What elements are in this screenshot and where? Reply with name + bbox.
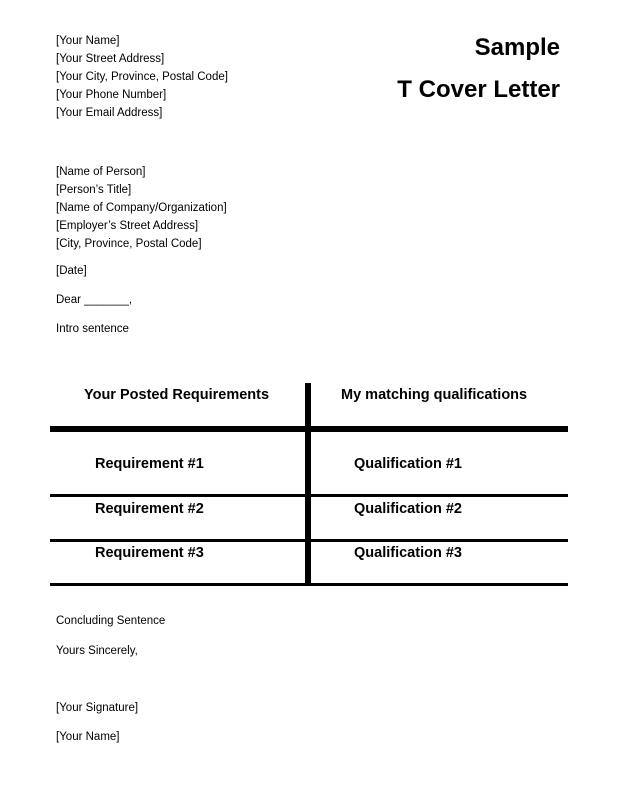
recipient-city: [City, Province, Postal Code]	[56, 238, 202, 250]
table-bottom-line	[50, 583, 568, 586]
closing-line: Yours Sincerely,	[56, 645, 138, 657]
intro-sentence: Intro sentence	[56, 323, 129, 335]
recipient-street: [Employer’s Street Address]	[56, 220, 199, 232]
signature-name: [Your Name]	[56, 731, 120, 743]
concluding-sentence: Concluding Sentence	[56, 615, 166, 627]
recipient-title: [Person’s Title]	[56, 184, 132, 196]
row-divider-1	[50, 494, 568, 497]
qualification-1: Qualification #1	[354, 456, 462, 472]
sender-city: [Your City, Province, Postal Code]	[56, 71, 228, 83]
row-divider-2	[50, 539, 568, 542]
sender-address	[56, 32, 228, 122]
requirement-2: Requirement #2	[95, 501, 204, 517]
sender-phone: [Your Phone Number]	[56, 89, 167, 101]
requirement-3: Requirement #3	[95, 545, 204, 561]
date-line: [Date]	[56, 265, 87, 277]
qualifications-header: My matching qualifications	[341, 387, 528, 403]
qualification-3: Qualification #3	[354, 545, 462, 561]
recipient-address	[56, 163, 227, 253]
sender-name: [Your Name]	[56, 35, 120, 47]
t-table	[50, 383, 568, 588]
title-line-1: Sample	[474, 34, 560, 61]
recipient-name: [Name of Person]	[56, 166, 146, 178]
title-line-2: T Cover Letter	[397, 76, 560, 103]
recipient-company: [Name of Company/Organization]	[56, 202, 227, 214]
requirement-1: Requirement #1	[95, 456, 204, 472]
requirements-header: Your Posted Requirements	[84, 387, 270, 403]
qualification-2: Qualification #2	[354, 501, 462, 517]
signature-line: [Your Signature]	[56, 702, 139, 714]
sender-email: [Your Email Address]	[56, 107, 163, 119]
column-divider	[305, 383, 311, 586]
salutation: Dear _______,	[56, 294, 133, 306]
sender-street: [Your Street Address]	[56, 53, 165, 65]
